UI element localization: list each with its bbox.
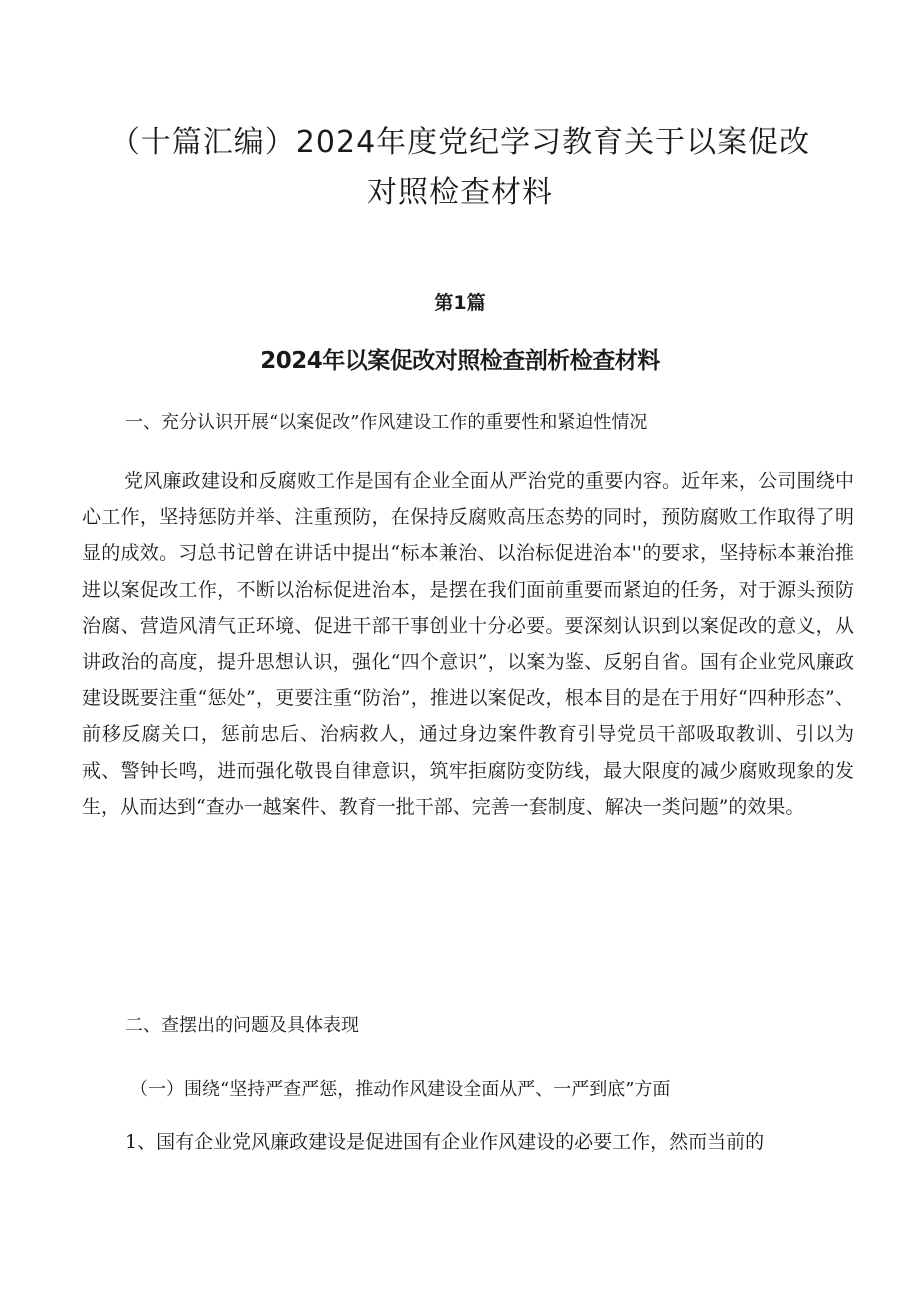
chapter-label: 第1篇 bbox=[434, 292, 486, 314]
section-1-heading: 一、充分认识开展“以案促改”作风建设工作的重要性和紧迫性情况 bbox=[125, 412, 648, 433]
section-1-body-paragraph: 党风廉政建设和反腐败工作是国有企业全面从严治党的重要内容。近年来，公司围绕中心工作，坚持惩防并举、注重预防，在保持反腐败高压态势的同时，预防腐败工作取得了明显的成效。习总书记曾在讲话中提出“标本兼治、以治标促进治本''的要求，坚持标本兼治推进以案促改工作，不断以治标促进治本，是摆在我们面前重要而紧迫的任务，对于源头预防治腐、营造风清气正环境、促进干部干事创业十分必要。要深刻认识到以案促改的意义，从讲政治的高度，提升思想认识，强化“四个意识”，以案为鉴、反躬自省。国有企业党风廉政建设既要注重“惩处”，更要注重“防治”，推进以案促改，根本目的是在于用好“四种形态”、前移反腐关口，惩前忠后、治病救人，通过身边案件教育引导党员干部吸取教训、引以为戒、警钟长鸣，进而强化敬畏自律意识，筑牢拒腐防变防线，最大限度的减少腐败现象的发生，从而达到“查办一越案件、教育一批干部、完善一套制度、解决一类问题”的效果。 bbox=[82, 470, 854, 818]
subsection-1-heading: （一）围绕“坚持严查严惩，推动作风建设全面从严、一严到底”方面 bbox=[130, 1079, 671, 1100]
section-2-heading: 二、查摆出的问题及具体表现 bbox=[125, 1015, 359, 1036]
item-1-paragraph: 1、国有企业党风廉政建设是促进国有企业作风建设的必要工作，然而当前的 bbox=[125, 1131, 765, 1153]
title-line-2: 对照检查材料 bbox=[367, 175, 553, 210]
title-line-1: （十篇汇编）2024年度党纪学习教育关于以案促改 bbox=[109, 125, 811, 160]
document-title bbox=[60, 118, 860, 218]
section-subtitle: 2024年以案促改对照检查剖析检查材料 bbox=[260, 348, 660, 374]
